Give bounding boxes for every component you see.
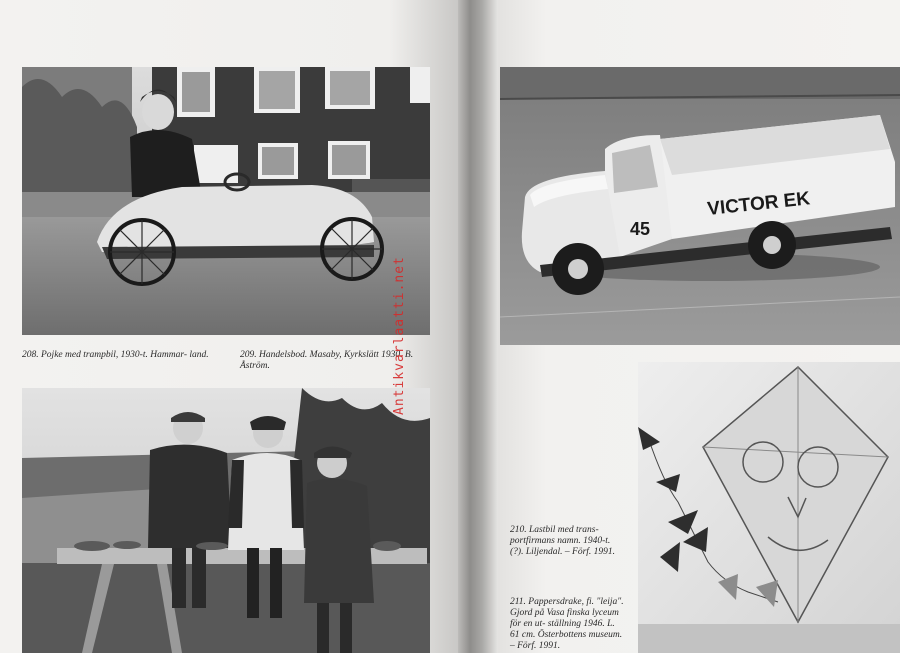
photo-children-shop (22, 388, 430, 653)
truck-sign: VICTOR EK (706, 188, 812, 220)
caption-210: 210. Lastbil med trans- portfirmans namn. 1940-t. (?). Liljendal. – Förf. 1991. (510, 525, 616, 557)
caption-209: 209. Handelsbod. Masaby, Kyrkslätt 1930. B. Åström. (240, 350, 414, 371)
caption-211: 211. Pappersdrake, fi. "leija". Gjord på Vasa finska lyceum för en ut- ställning 1946. L. 61 cm. Österbottens museum. – Förf. 1991. (510, 597, 624, 651)
photo-paper-kite (638, 362, 900, 653)
caption-208: 208. Pojke med trampbil, 1930-t. Hammar- land. (22, 350, 209, 360)
truck-number: 45 (630, 219, 651, 239)
book-gutter (458, 0, 498, 653)
photo-boy-pedal-car (22, 67, 430, 335)
watermark: Antikvarlaatti.net (392, 256, 407, 415)
photo-toy-truck (500, 67, 900, 345)
